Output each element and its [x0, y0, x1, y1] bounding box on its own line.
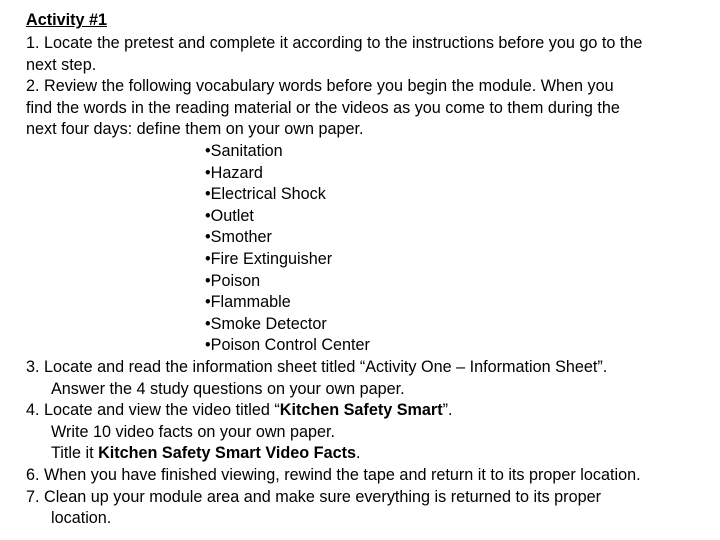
facts-title: Kitchen Safety Smart Video Facts — [98, 444, 356, 462]
step-7-line-2: location. — [51, 509, 112, 527]
step-3-line-2: Answer the 4 study questions on your own paper. — [51, 380, 405, 398]
vocab-item: •Flammable — [205, 293, 291, 311]
vocab-item: •Smother — [205, 228, 272, 246]
vocab-item: •Outlet — [205, 207, 254, 225]
step-4-line-3 — [51, 443, 360, 465]
step-4-line-1-suffix: ”. — [442, 401, 453, 419]
video-title: Kitchen Safety Smart — [279, 401, 443, 419]
step-2-line-1: 2. Review the following vocabulary words before you begin the module. When you — [26, 77, 614, 95]
step-1-line-2: next step. — [26, 56, 97, 74]
step-2-line-3: next four days: define them on your own paper. — [26, 120, 364, 138]
vocab-item: •Fire Extinguisher — [205, 250, 333, 268]
step-2-line-2: find the words in the reading material or the videos as you come to them during the — [26, 99, 620, 117]
step-4-line-2: Write 10 video facts on your own paper. — [51, 423, 336, 441]
step-6-line-1: 6. When you have finished viewing, rewind the tape and return it to its proper location. — [26, 466, 641, 484]
step-4-line-3-prefix: Title it — [51, 444, 99, 462]
vocab-item: •Smoke Detector — [205, 315, 327, 333]
step-4-line-1-prefix: 4. Locate and view the video titled “ — [26, 401, 280, 419]
activity-title: Activity #1 — [26, 11, 107, 29]
vocab-item: •Hazard — [205, 164, 263, 182]
vocab-item: •Poison Control Center — [205, 336, 370, 354]
step-7-line-1: 7. Clean up your module area and make sure everything is returned to its proper — [26, 488, 601, 506]
step-4-line-1 — [26, 400, 452, 422]
step-1-line-1: 1. Locate the pretest and complete it according to the instructions before you go to the — [26, 34, 643, 52]
vocab-item: •Electrical Shock — [205, 185, 326, 203]
step-4-line-3-suffix: . — [355, 444, 361, 462]
step-3-line-1: 3. Locate and read the information sheet titled “Activity One – Information Sheet”. — [26, 358, 608, 376]
vocab-item: •Poison — [205, 272, 261, 290]
vocab-item: •Sanitation — [205, 142, 283, 160]
